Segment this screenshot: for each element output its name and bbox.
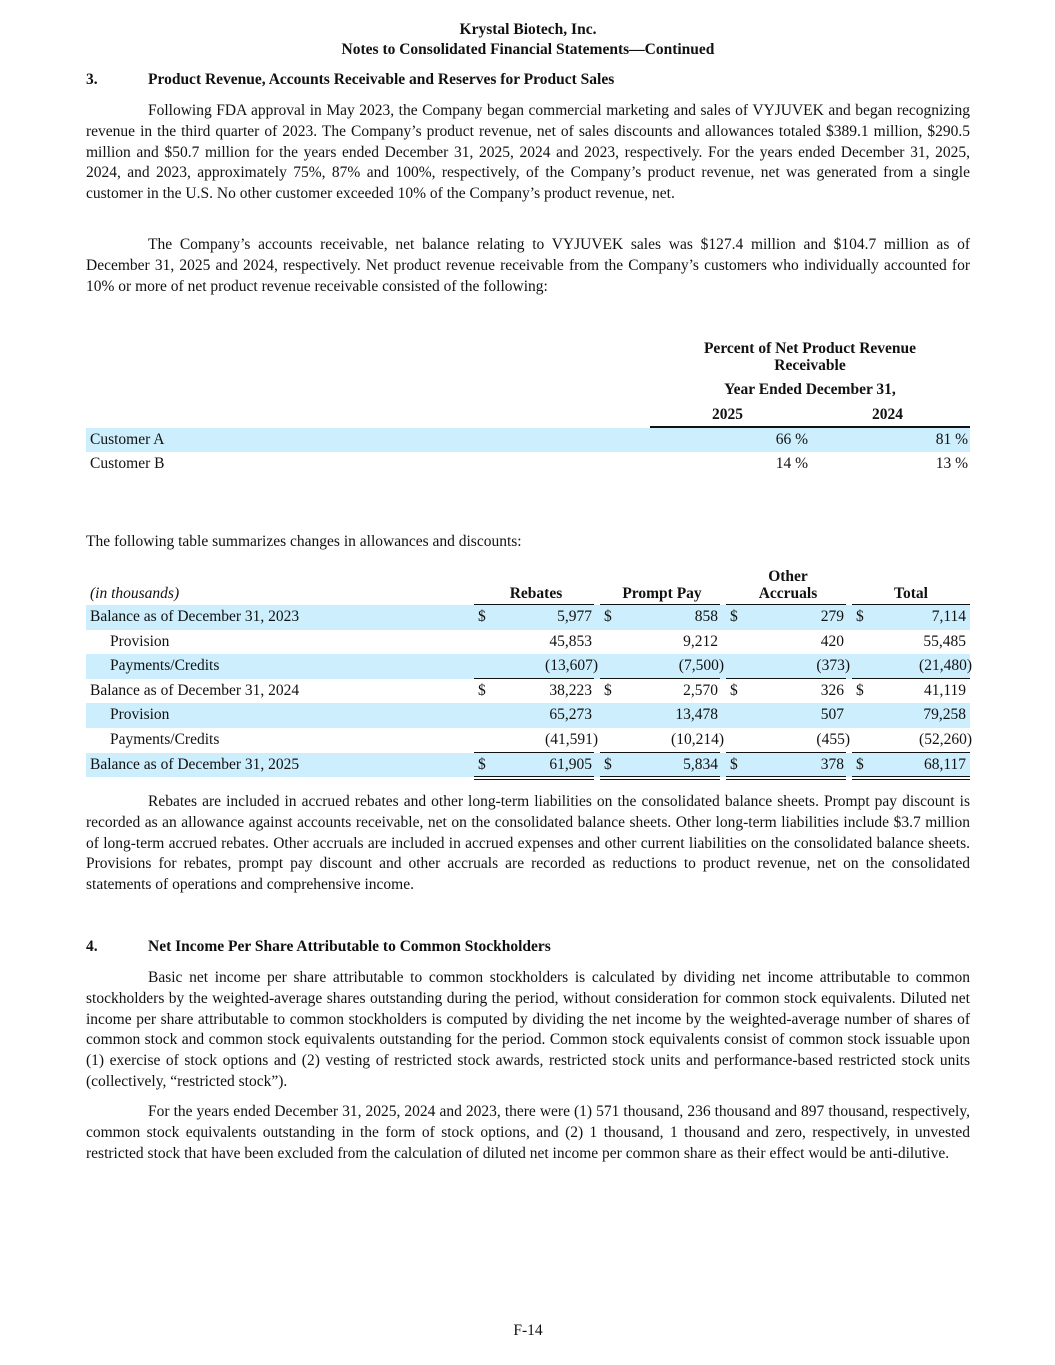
cell-prompt-pay: 9,212 bbox=[683, 632, 718, 650]
row-label: Provision bbox=[110, 632, 170, 650]
cell-rebates: 5,977 bbox=[557, 608, 592, 625]
total-double-rule bbox=[474, 776, 594, 780]
section-number: 4. bbox=[86, 938, 98, 955]
table-row bbox=[86, 679, 970, 704]
currency-symbol: $ bbox=[856, 608, 864, 625]
cell-rebates: 65,273 bbox=[549, 706, 592, 723]
allowance-table-intro: The following table summarizes changes in allowances and discounts: bbox=[86, 533, 522, 550]
row-label: Payments/Credits bbox=[110, 730, 220, 748]
cell-2025: 66 % bbox=[775, 431, 808, 448]
total-double-rule bbox=[600, 776, 720, 780]
section-4-heading bbox=[86, 937, 970, 957]
cell-2025: 14 % bbox=[775, 455, 808, 472]
currency-symbol: $ bbox=[730, 755, 738, 773]
company-name: Krystal Biotech, Inc. bbox=[459, 21, 597, 38]
cell-2024: 13 % bbox=[935, 455, 968, 472]
column-header-total: Total bbox=[894, 585, 928, 602]
cell-total: 55,485 bbox=[923, 632, 966, 650]
cell-other-accruals: 420 bbox=[820, 632, 844, 650]
currency-symbol: $ bbox=[856, 681, 864, 699]
section-3-paragraph-3: Rebates are included in accrued rebates and other long-term liabilities on the consolidated balance sheets. Prompt pay discount is recorded as an allowance against accounts receivable, net on the consolidated balance sheets. Other long-term liabilities include $3.7 million of long-term accrued rebates. Other accruals are included in accrued expenses and other current liabilities on the consolidated balance sheets. Provisions for rebates, prompt pay discount and other accruals are recorded as reductions to product revenue, net on the consolidated statements of operations and comprehensive income. bbox=[86, 793, 970, 894]
table-row bbox=[86, 753, 970, 778]
section-title: Product Revenue, Accounts Receivable and Reserves for Product Sales bbox=[148, 71, 615, 88]
page-number: F-14 bbox=[513, 1322, 543, 1339]
table-row bbox=[86, 703, 970, 728]
cell-prompt-pay: 13,478 bbox=[675, 706, 718, 723]
cell-other-accruals: 279 bbox=[820, 608, 844, 625]
currency-symbol: $ bbox=[478, 755, 486, 773]
cell-total: (21,480) bbox=[919, 657, 972, 674]
table-row bbox=[86, 654, 970, 679]
currency-symbol: $ bbox=[478, 608, 486, 625]
unit-label: (in thousands) bbox=[90, 585, 180, 602]
cell-rebates: 45,853 bbox=[549, 632, 592, 650]
row-label: Balance as of December 31, 2025 bbox=[90, 755, 300, 773]
section-number: 3. bbox=[86, 71, 98, 88]
table-row bbox=[86, 728, 970, 753]
section-3-paragraph-1: Following FDA approval in May 2023, the Company began commercial marketing and sales of VYJUVEK and began recognizing revenue in the third quarter of 2023. The Company’s product revenue, net of sales discounts and allowances totaled $389.1 million, $290.5 million and $50.7 million for the years ended December 31, 2025, 2024 and 2023, respectively. For the years ended December 31, 2025, 2024, and 2023, approximately 75%, 87% and 100%, respectively, of the Company’s product revenue, net was generated from a single customer in the U.S. No other customer exceeded 10% of the Company’s product revenue, net. bbox=[86, 102, 970, 203]
row-label: Balance as of December 31, 2024 bbox=[90, 681, 300, 699]
cell-other-accruals: 326 bbox=[820, 681, 844, 699]
row-label: Customer B bbox=[90, 455, 165, 472]
cell-other-accruals: 507 bbox=[820, 706, 844, 723]
column-header-line-1: Percent of Net Product Revenue bbox=[703, 340, 917, 357]
year-header-2025: 2025 bbox=[712, 406, 743, 423]
cell-rebates: (13,607) bbox=[545, 657, 598, 674]
cell-prompt-pay: (10,214) bbox=[671, 730, 724, 748]
cell-total: 79,258 bbox=[923, 706, 966, 723]
section-4-paragraph-2: For the years ended December 31, 2025, 2024 and 2023, there were (1) 571 thousand, 236 thousand and 897 thousand, respectively, common stock equivalents outstanding in the form of stock options, and (2) 1 thousand, 1 thousand and zero, respectively, in unvested restricted stock that have been excluded from the calculation of diluted net income per common share as their effect would be anti-dilutive. bbox=[86, 1103, 970, 1162]
total-double-rule bbox=[726, 776, 846, 780]
cell-rebates: (41,591) bbox=[545, 730, 598, 748]
currency-symbol: $ bbox=[730, 681, 738, 699]
cell-prompt-pay: 5,834 bbox=[683, 755, 718, 773]
cell-2024: 81 % bbox=[935, 431, 968, 448]
section-3-paragraph-2: The Company’s accounts receivable, net balance relating to VYJUVEK sales was $127.4 million and $104.7 million as of December 31, 2025 and 2024, respectively. Net product revenue receivable from the Company’s customers who individually accounted for 10% or more of net product revenue receivable consisted of the following: bbox=[86, 236, 970, 295]
row-label: Customer A bbox=[90, 431, 165, 448]
section-title: Net Income Per Share Attributable to Common Stockholders bbox=[148, 938, 551, 955]
page-subtitle: Notes to Consolidated Financial Statements—Continued bbox=[341, 41, 715, 58]
currency-symbol: $ bbox=[604, 755, 612, 773]
section-3-heading bbox=[86, 70, 970, 90]
row-label: Provision bbox=[110, 706, 170, 723]
cell-other-accruals: 378 bbox=[820, 755, 844, 773]
section-4-paragraph-1: Basic net income per share attributable to common stockholders is calculated by dividing net income attributable to common stockholders by the weighted-average shares outstanding during the period, without consideration for common stock equivalents. Diluted net income per share attributable to common stockholders is computed by dividing the net income by the weighted-average number of shares of common stock and common stock equivalents outstanding for the period. Common stock equivalents consist of common stock issuable upon (1) exercise of stock options and (2) vesting of restricted stock awards, restricted stock units and performance-based restricted stock units (collectively, “restricted stock”). bbox=[86, 969, 970, 1090]
column-header-line-2: Receivable bbox=[774, 357, 846, 374]
column-header-other: Other bbox=[768, 568, 808, 585]
cell-total: 68,117 bbox=[923, 755, 966, 773]
row-label: Balance as of December 31, 2023 bbox=[90, 608, 300, 625]
year-header-2024: 2024 bbox=[872, 406, 903, 423]
cell-other-accruals: (455) bbox=[816, 730, 850, 748]
table-row bbox=[86, 605, 970, 630]
cell-other-accruals: (373) bbox=[816, 657, 850, 674]
table-row bbox=[86, 630, 970, 655]
cell-total: (52,260) bbox=[919, 730, 972, 748]
total-double-rule bbox=[852, 776, 970, 780]
column-header-accruals: Accruals bbox=[758, 585, 818, 602]
cell-total: 7,114 bbox=[931, 608, 966, 625]
currency-symbol: $ bbox=[478, 681, 486, 699]
cell-prompt-pay: 2,570 bbox=[683, 681, 718, 699]
currency-symbol: $ bbox=[730, 608, 738, 625]
cell-rebates: 61,905 bbox=[549, 755, 592, 773]
table-row bbox=[86, 452, 970, 476]
currency-symbol: $ bbox=[604, 608, 612, 625]
cell-prompt-pay: (7,500) bbox=[678, 657, 724, 674]
column-header-rebates: Rebates bbox=[509, 585, 563, 602]
cell-total: 41,119 bbox=[923, 681, 966, 699]
currency-symbol: $ bbox=[856, 755, 864, 773]
cell-prompt-pay: 858 bbox=[694, 608, 718, 625]
column-header-prompt-pay: Prompt Pay bbox=[622, 585, 702, 602]
currency-symbol: $ bbox=[604, 681, 612, 699]
column-header-period: Year Ended December 31, bbox=[724, 381, 896, 398]
row-label: Payments/Credits bbox=[110, 657, 220, 674]
cell-rebates: 38,223 bbox=[549, 681, 592, 699]
table-row bbox=[86, 428, 970, 452]
